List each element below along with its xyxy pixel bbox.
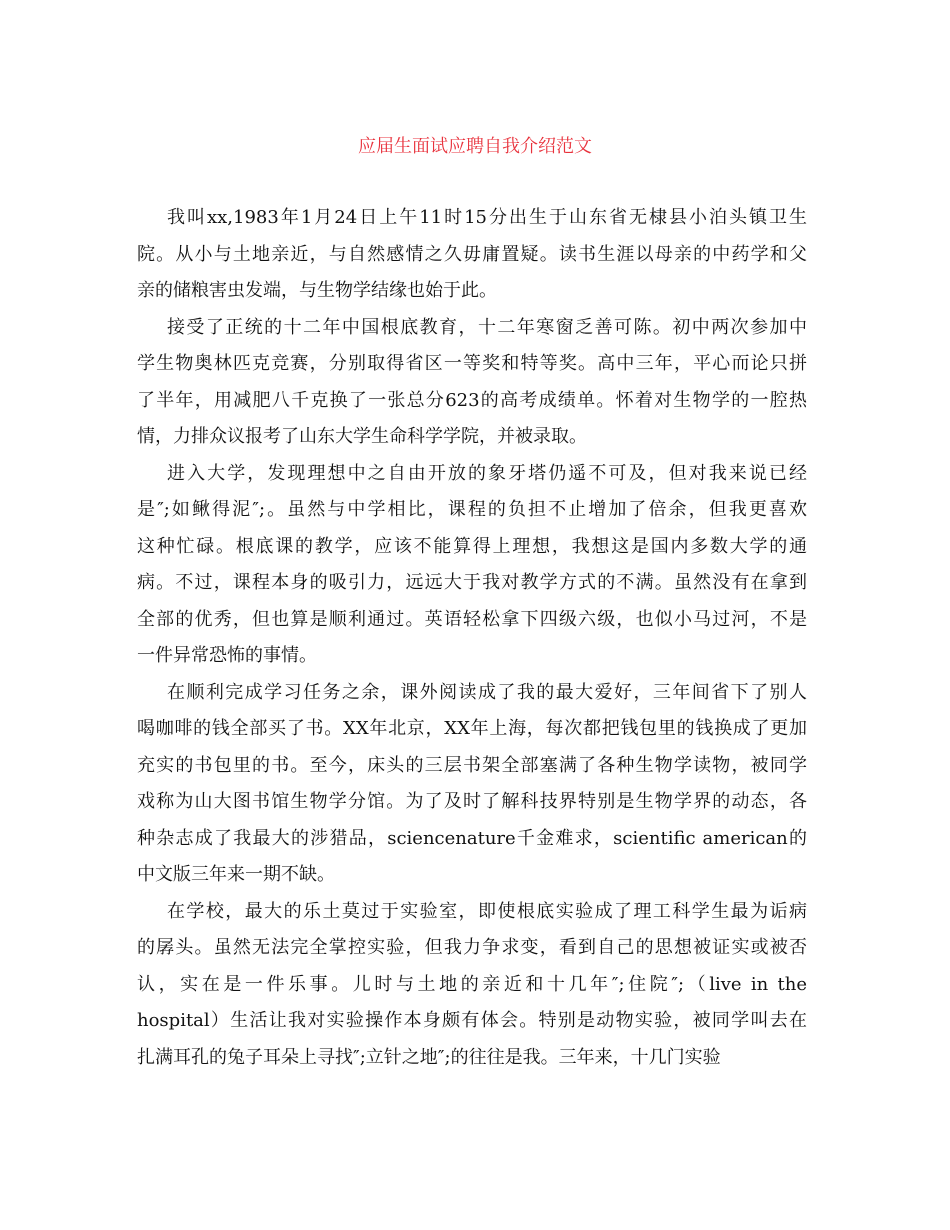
paragraph-line: 戏称为山大图书馆生物学分馆。为了及时了解科技界特别是生物学界的动态，各 [137, 791, 807, 812]
paragraph [137, 200, 807, 310]
document-body [137, 200, 807, 1076]
paragraph-line: 全部的优秀，但也算是顺利通过。英语轻松拿下四级六级，也似小马过河，不是 [137, 608, 807, 630]
paragraph-line: 接受了正统的十二年中国根底教育，十二年寒窗乏善可陈。初中两次参加中 [167, 316, 807, 338]
paragraph-line: 种杂志成了我最大的涉猎品，sciencenature千金难求，scientific american的 [137, 827, 807, 849]
paragraph-line: 是″;如鳅得泥″;。虽然与中学相比，课程的负担不止增加了倍余，但我更喜欢 [137, 499, 807, 520]
document-title: 应届生面试应聘自我介绍范文 [358, 136, 592, 157]
paragraph-line: 一件异常恐怖的事情。 [137, 645, 317, 666]
paragraph-line: 扎满耳孔的兔子耳朵上寻找″;立针之地″;的往往是我。三年来，十几门实验 [137, 1046, 721, 1068]
paragraph-line: 学生物奥林匹克竞赛，分别取得省区一等奖和特等奖。高中三年，平心而论只拼 [137, 353, 807, 374]
paragraph-line: 亲的储粮害虫发端，与生物学结缘也始于此。 [137, 280, 497, 301]
paragraph-line: 进入大学，发现理想中之自由开放的象牙塔仍遥不可及，但对我来说已经 [167, 462, 807, 484]
paragraph-line: hospital）生活让我对实验操作本身颇有体会。特别是动物实验，被同学叫去在 [137, 1010, 807, 1031]
paragraph-line: 在顺利完成学习任务之余，课外阅读成了我的最大爱好，三年间省下了别人 [167, 681, 807, 703]
paragraph [137, 675, 807, 894]
paragraph-line: 的孱头。虽然无法完全掌控实验，但我力争求变，看到自己的思想被证实或被否 [137, 937, 807, 958]
paragraph-line: 认，实在是一件乐事。儿时与土地的亲近和十几年″;住院″;（live in the [137, 973, 807, 995]
paragraph-line: 在学校，最大的乐土莫过于实验室，即使根底实验成了理工科学生最为诟病 [167, 900, 807, 922]
paragraph-line: 这种忙碌。根底课的教学，应该不能算得上理想，我想这是国内多数大学的通 [137, 535, 807, 557]
paragraph [137, 894, 807, 1077]
paragraph-line: 病。不过，课程本身的吸引力，远远大于我对教学方式的不满。虽然没有在拿到 [137, 572, 807, 593]
paragraph-line: 我叫xx,1983年1月24日上午11时15分出生于山东省无棣县小泊头镇卫生 [167, 207, 807, 228]
paragraph-line: 喝咖啡的钱全部买了书。XX年北京，XX年上海，每次都把钱包里的钱换成了更加 [137, 718, 807, 739]
paragraph [137, 456, 807, 675]
paragraph [137, 310, 807, 456]
paragraph-line: 充实的书包里的书。至今，床头的三层书架全部塞满了各种生物学读物，被同学 [137, 754, 807, 776]
paragraph-line: 了半年，用减肥八千克换了一张总分623的高考成绩单。怀着对生物学的一腔热 [137, 389, 807, 411]
paragraph-line: 中文版三年来一期不缺。 [137, 864, 335, 885]
paragraph-line: 院。从小与土地亲近，与自然感情之久毋庸置疑。读书生涯以母亲的中药学和父 [137, 243, 807, 265]
paragraph-line: 情，力排众议报考了山东大学生命科学学院，并被录取。 [137, 426, 587, 447]
